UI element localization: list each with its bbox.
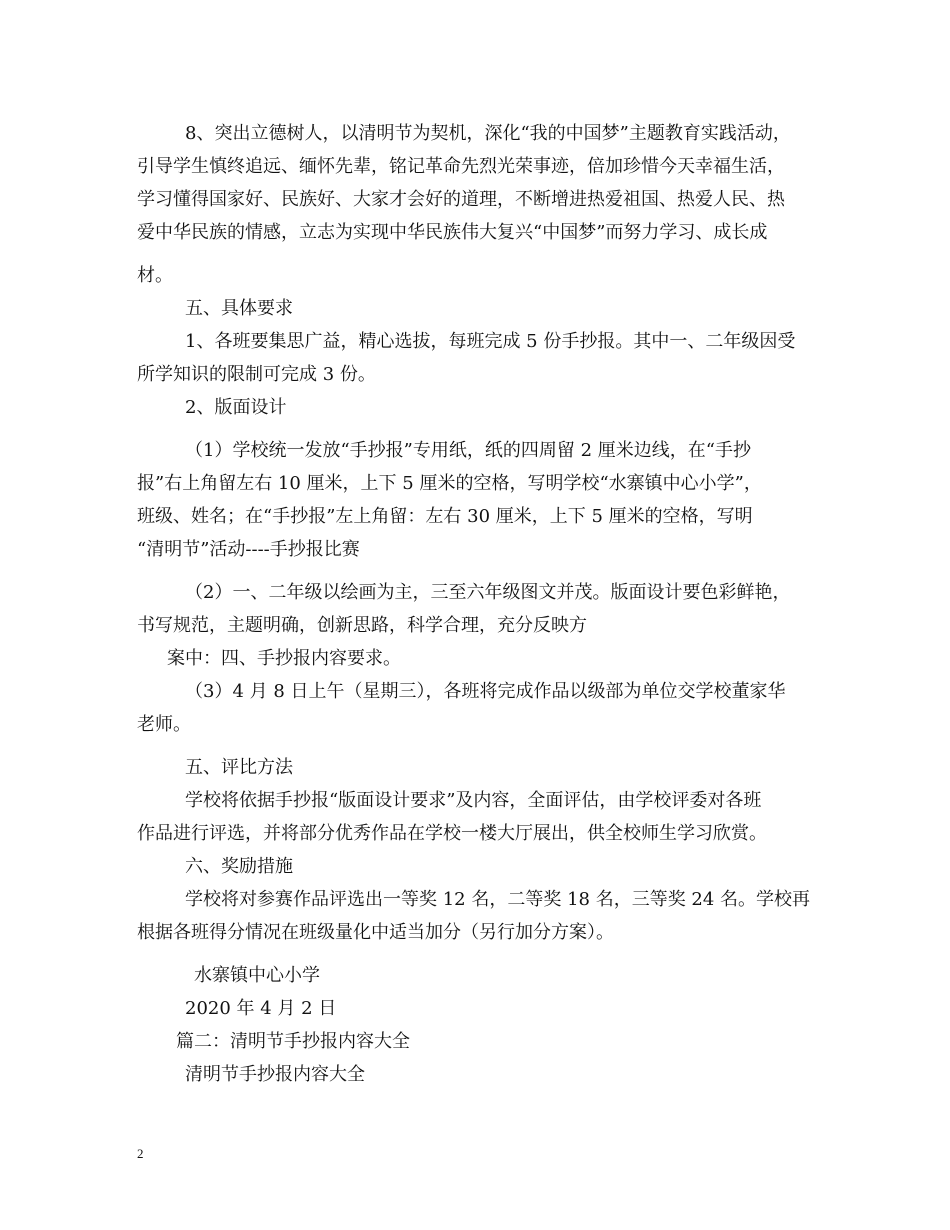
chapter-subtitle: 清明节手抄报内容大全 [185, 1064, 365, 1085]
body-line-7: 1、各班要集思广益，精心选拔，每班完成 5 份手抄报。其中一、二年级因受 [185, 331, 796, 352]
body-line-10: （1）学校统一发放“手抄报”专用纸，纸的四周留 2 厘米边线，在“手抄 [185, 440, 751, 461]
body-line-14: （2）一、二年级以绘画为主，三至六年级图文并茂。版面设计要色彩鲜艳， [185, 582, 791, 603]
chapter-heading: 篇二：清明节手抄报内容大全 [176, 1031, 410, 1052]
body-line-24: 根据各班得分情况在班级量化中适当加分（另行加分方案）。 [137, 922, 614, 943]
subheading-layout-design: 2、版面设计 [185, 397, 287, 418]
body-line-5: 材。 [137, 265, 173, 286]
body-line-4: 爱中华民族的情感，立志为实现中华民族伟大复兴“中国梦”而努力学习、成长成 [137, 222, 768, 243]
section-heading-evaluation: 五、评比方法 [185, 757, 293, 778]
body-line-8: 所学知识的限制可完成 3 份。 [137, 364, 376, 385]
body-line-2: 引导学生慎终追远、缅怀先辈，铭记革命先烈光荣事迹，倍加珍惜今天幸福生活， [137, 156, 785, 177]
signature-school: 水寨镇中心小学 [194, 965, 320, 986]
body-line-15: 书写规范，主题明确，创新思路，科学合理，充分反映方 [137, 615, 587, 636]
body-line-23: 学校将对参赛作品评选出一等奖 12 名，二等奖 18 名，三等奖 24 名。学校再 [185, 889, 811, 910]
body-line-11: 报”右上角留左右 10 厘米，上下 5 厘米的空格，写明学校“水寨镇中心小学”， [137, 473, 762, 494]
body-line-21: 作品进行评选，并将部分优秀作品在学校一楼大厅展出，供全校师生学习欣赏。 [137, 823, 767, 844]
body-line-3: 学习懂得国家好、民族好、大家才会好的道理，不断增进热爱祖国、热爱人民、热 [137, 189, 785, 210]
body-line-18: 老师。 [137, 714, 191, 735]
body-line-20: 学校将依据手抄报“版面设计要求”及内容，全面评估，由学校评委对各班 [185, 790, 762, 811]
section-heading-requirements: 五、具体要求 [185, 298, 293, 319]
page-number: 2 [137, 1146, 144, 1161]
body-line-16: 案中：四、手抄报内容要求。 [167, 648, 401, 669]
signature-date: 2020 年 4 月 2 日 [185, 998, 337, 1019]
section-heading-awards: 六、奖励措施 [185, 856, 293, 877]
body-line-12: 班级、姓名；在“手抄报”左上角留：左右 30 厘米，上下 5 厘米的空格，写明 [137, 506, 753, 527]
body-line-13: “清明节”活动----手抄报比赛 [137, 539, 360, 560]
body-line-1: 8、突出立德树人，以清明节为契机，深化“我的中国梦”主题教育实践活动， [185, 123, 791, 144]
body-line-17: （3）4 月 8 日上午（星期三），各班将完成作品以级部为单位交学校董家华 [185, 681, 786, 702]
